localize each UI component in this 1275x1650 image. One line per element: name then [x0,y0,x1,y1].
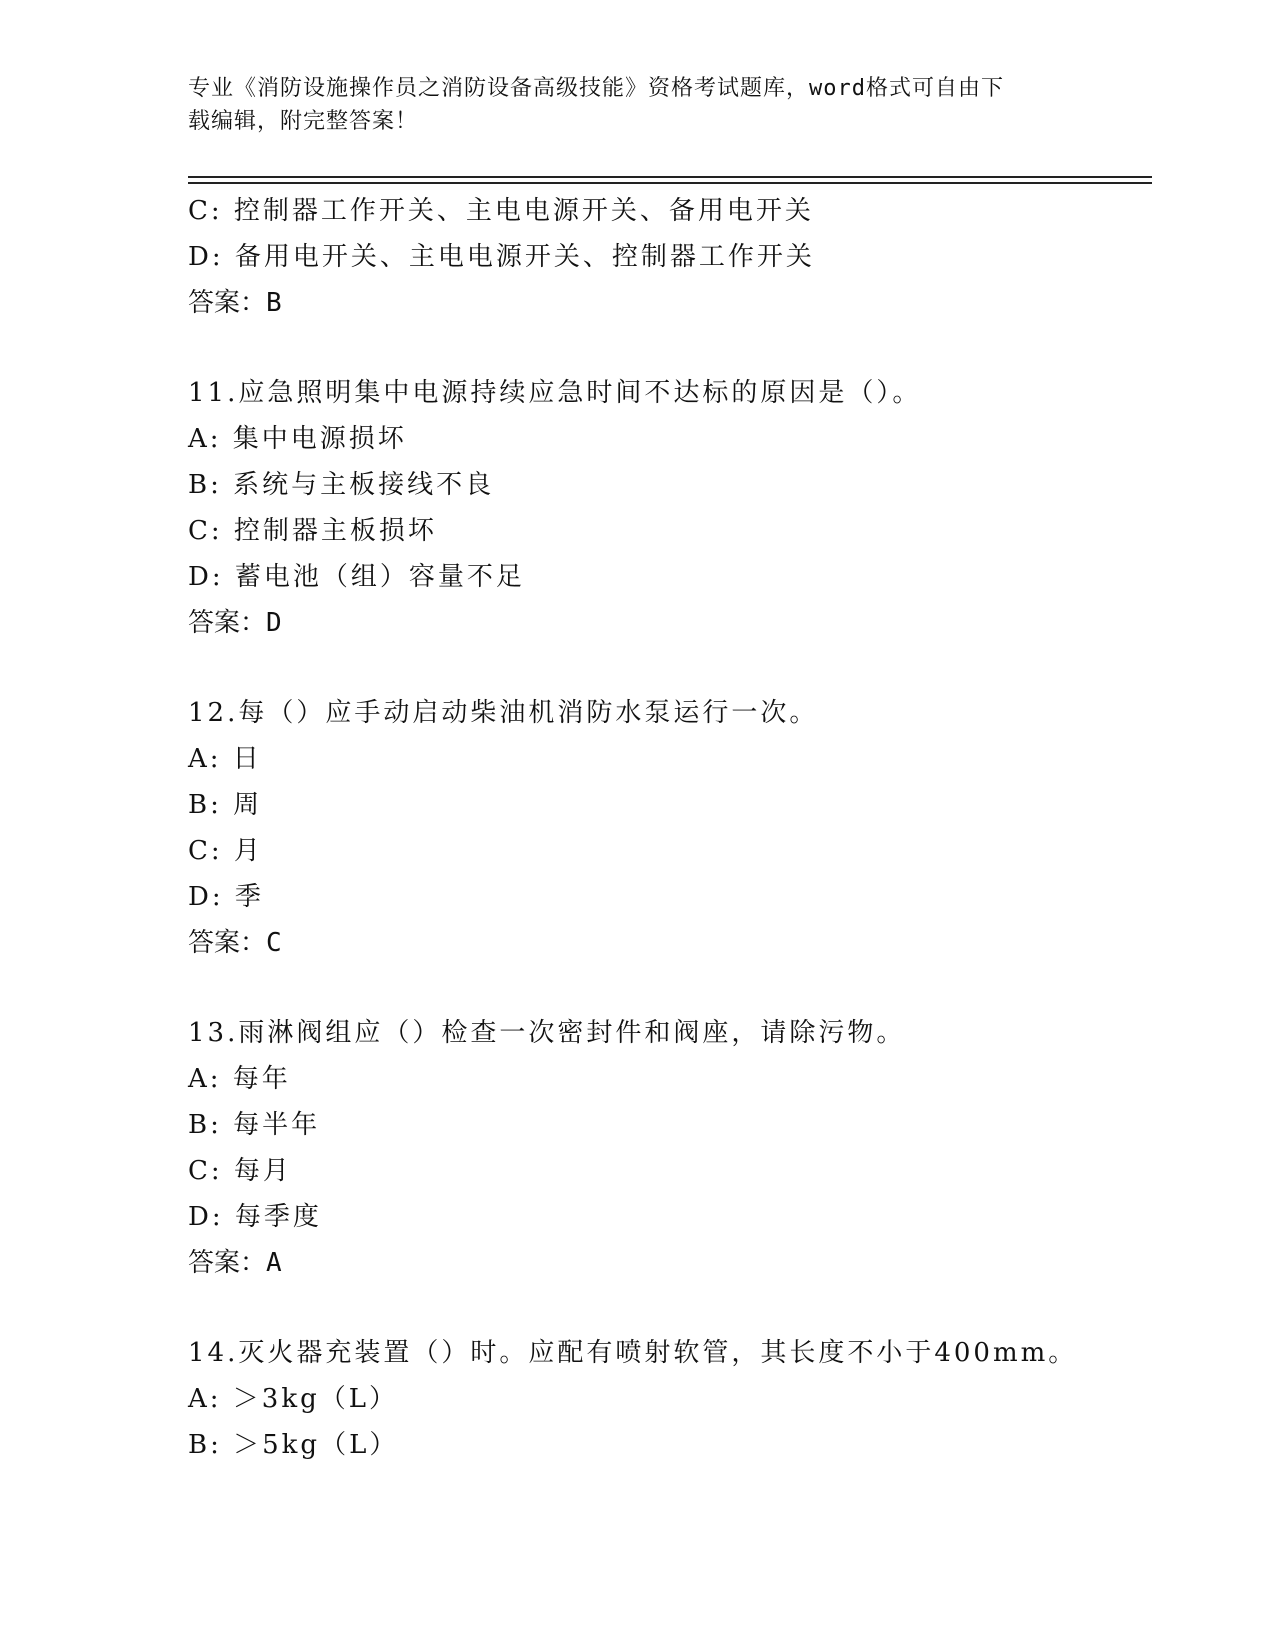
question-stem: 11.应急照明集中电源持续应急时间不达标的原因是（）。 [188,378,922,408]
option-d: D: 季 [188,882,264,912]
answer-line [188,280,1152,326]
answer-prefix: 答案： [188,928,267,958]
option-a: A: 集中电源损坏 [188,424,407,454]
option-a: A: 每年 [188,1064,291,1094]
option-c: C: 控制器工作开关、主电电源开关、备用电开关 [188,196,814,226]
option-b: B: 周 [188,790,263,820]
document-header [188,72,1068,138]
header-line-1: 专业《消防设施操作员之消防设备高级技能》资格考试题库，word格式可自由下 [188,76,1004,101]
option-b: B: ＞5kg（L） [188,1430,399,1460]
question-11 [188,370,1152,646]
answer-line [188,1240,1152,1286]
question-list [188,188,1152,1468]
spacer [188,966,1152,1010]
option-c: C: 月 [188,836,263,866]
option-c: C: 每月 [188,1156,292,1186]
question-stem: 12.每（）应手动启动柴油机消防水泵运行一次。 [188,698,819,728]
question-14 [188,1330,1152,1468]
spacer [188,1286,1152,1330]
answer-letter: D [266,608,282,638]
header-line-2: 载编辑，附完整答案！ [188,109,419,134]
answer-line [188,600,1152,646]
header-divider-top [188,176,1152,178]
option-c: C: 控制器主板损坏 [188,516,437,546]
header-divider-bottom [188,182,1152,184]
answer-prefix: 答案： [188,608,267,638]
spacer [188,646,1152,690]
answer-letter: C [266,928,282,958]
answer-letter: B [266,288,282,318]
option-b: B: 每半年 [188,1110,321,1140]
spacer [188,326,1152,370]
answer-line [188,920,1152,966]
question-stem: 14.灭火器充装置（）时。应配有喷射软管，其长度不小于400mm。 [188,1338,1078,1368]
option-a: A: ＞3kg（L） [188,1384,399,1414]
question-stem: 13.雨淋阀组应（）检查一次密封件和阀座，请除污物。 [188,1018,906,1048]
answer-letter: A [266,1248,282,1278]
option-d: D: 每季度 [188,1202,322,1232]
option-d: D: 蓄电池（组）容量不足 [188,562,525,592]
option-b: B: 系统与主板接线不良 [188,470,495,500]
answer-prefix: 答案： [188,1248,267,1278]
question-13 [188,1010,1152,1286]
option-d: D: 备用电开关、主电电源开关、控制器工作开关 [188,242,815,272]
answer-prefix: 答案： [188,288,267,318]
option-a: A: 日 [188,744,262,774]
question-12 [188,690,1152,966]
question-partial [188,188,1152,326]
